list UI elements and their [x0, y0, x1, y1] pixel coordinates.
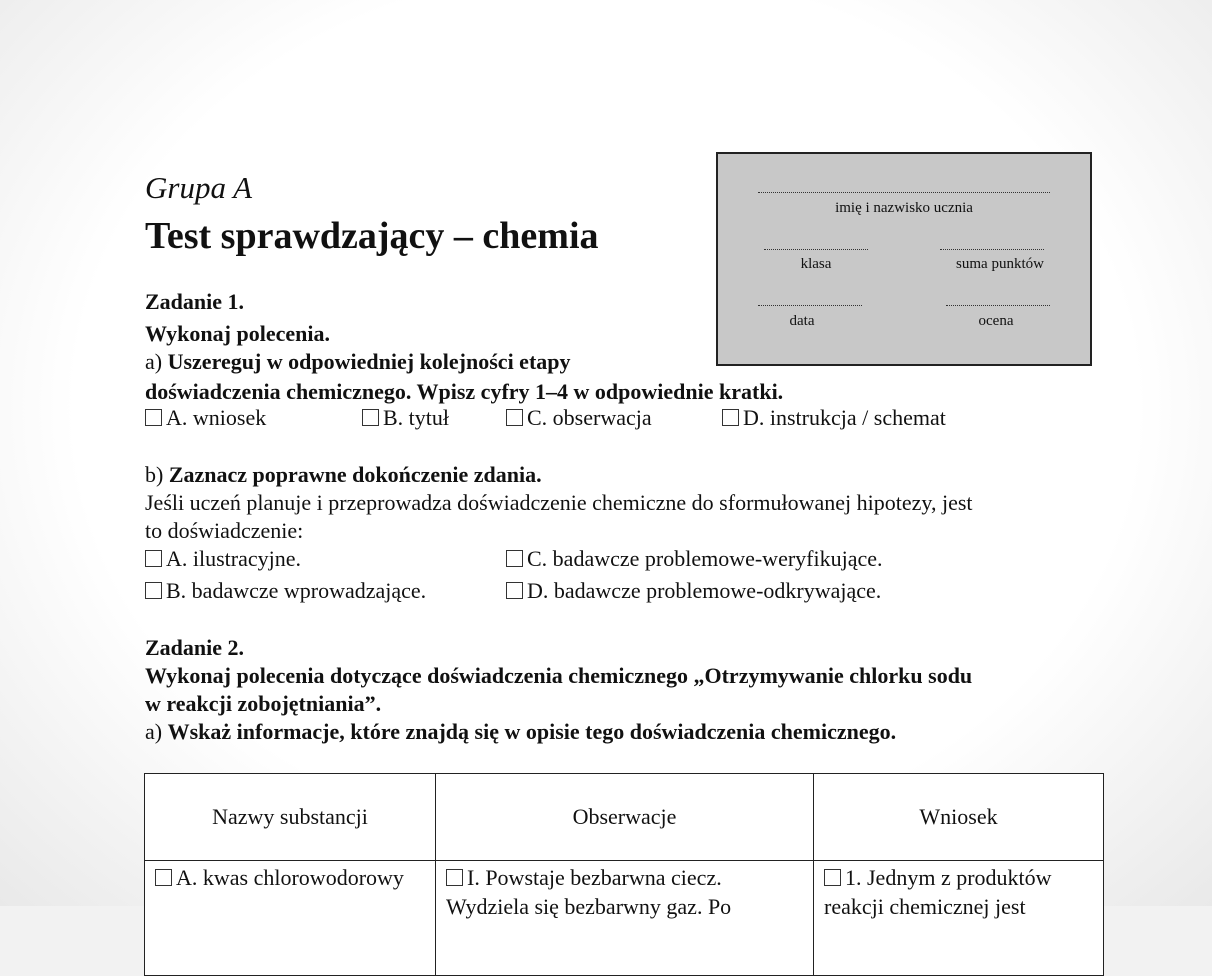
cell-text: 1. Jednym z produktów reakcji chemicznej jest	[824, 865, 1052, 919]
task1a-text: Uszereguj w odpowiedniej kolejności etapy	[167, 349, 571, 374]
task1b-text: Zaznacz poprawne dokończenie zdania.	[168, 462, 542, 487]
checkbox[interactable]	[722, 409, 739, 426]
group-label: Grupa A	[145, 170, 253, 205]
option-label: C. obserwacja	[527, 405, 652, 430]
grade-line[interactable]	[946, 305, 1050, 306]
task1b-sentence-line1: Jeśli uczeń planuje i przeprowadza doświadczenie chemiczne do sformułowanej hipotezy, jest	[145, 490, 973, 515]
task1-heading: Zadanie 1.	[145, 289, 245, 314]
grade-label: ocena	[978, 313, 1014, 329]
task2-command-line1: Wykonaj polecenia dotyczące doświadczenia chemicznego „Otrzymywanie chlorku sodu	[145, 663, 973, 688]
task2a-text: Wskaż informacje, które znajdą się w opisie tego doświadczenia chemicznego.	[167, 719, 897, 744]
cell-text: A. kwas chlorowodorowy	[176, 865, 404, 890]
class-label: klasa	[800, 256, 832, 272]
checkbox[interactable]	[824, 869, 841, 886]
task1b-instruction	[145, 461, 542, 489]
checkbox[interactable]	[155, 869, 172, 886]
task1a-prefix: a)	[145, 349, 163, 374]
checkbox[interactable]	[506, 409, 523, 426]
task1a-option-a[interactable]	[145, 404, 266, 432]
cell-observation-i[interactable]	[436, 861, 814, 976]
date-label: data	[789, 313, 815, 329]
points-label: suma punktów	[956, 256, 1044, 272]
option-label: A. wniosek	[166, 405, 267, 430]
task1a-instruction-line1	[145, 348, 571, 376]
answer-table	[144, 773, 1104, 976]
task2a-instruction	[145, 718, 896, 746]
task2-heading: Zadanie 2.	[145, 635, 245, 660]
checkbox[interactable]	[145, 409, 162, 426]
header-conclusion: Wniosek	[814, 774, 1104, 861]
name-label: imię i nazwisko ucznia	[835, 200, 973, 216]
task1b-sentence-line2: to doświadczenie:	[145, 518, 304, 543]
table-row	[145, 861, 1104, 976]
option-label: D. instrukcja / schemat	[743, 405, 946, 430]
header-observations: Obserwacje	[436, 774, 814, 861]
checkbox[interactable]	[506, 550, 523, 567]
task1b-prefix: b)	[145, 462, 164, 487]
task1a-option-c[interactable]	[506, 404, 652, 432]
checkbox[interactable]	[145, 550, 162, 567]
date-line[interactable]	[758, 305, 862, 306]
option-label: C. badawcze problemowe-weryfikujące.	[527, 546, 883, 571]
cell-text: I. Powstaje bezbarwna ciecz. Wydziela się bezbarwny gaz. Po	[446, 865, 732, 919]
task1a-instruction-line2: doświadczenia chemicznego. Wpisz cyfry 1–4 w odpowiednie kratki.	[145, 379, 784, 404]
class-line[interactable]	[764, 249, 868, 250]
task1b-option-a[interactable]	[145, 545, 301, 573]
points-line[interactable]	[940, 249, 1044, 250]
task2-command-line2: w reakcji zobojętniania”.	[145, 691, 382, 716]
option-label: D. badawcze problemowe-odkrywające.	[527, 578, 882, 603]
task1-command: Wykonaj polecenia.	[145, 321, 330, 346]
header-substances: Nazwy substancji	[145, 774, 436, 861]
checkbox[interactable]	[145, 582, 162, 599]
cell-substance-a[interactable]	[145, 861, 436, 976]
table-header-row	[145, 774, 1104, 861]
checkbox[interactable]	[446, 869, 463, 886]
name-line[interactable]	[758, 192, 1050, 193]
task2a-prefix: a)	[145, 719, 163, 744]
task1a-option-d[interactable]	[722, 404, 946, 432]
task1b-option-c[interactable]	[506, 545, 883, 573]
page-title: Test sprawdzający – chemia	[145, 215, 599, 257]
checkbox[interactable]	[506, 582, 523, 599]
student-info-box	[716, 152, 1092, 366]
option-label: A. ilustracyjne.	[166, 546, 302, 571]
checkbox[interactable]	[362, 409, 379, 426]
option-label: B. tytuł	[383, 405, 450, 430]
task1b-option-b[interactable]	[145, 577, 426, 605]
task1a-option-b[interactable]	[362, 404, 449, 432]
task1b-option-d[interactable]	[506, 577, 881, 605]
cell-conclusion-1[interactable]	[814, 861, 1104, 976]
option-label: B. badawcze wprowadzające.	[166, 578, 427, 603]
